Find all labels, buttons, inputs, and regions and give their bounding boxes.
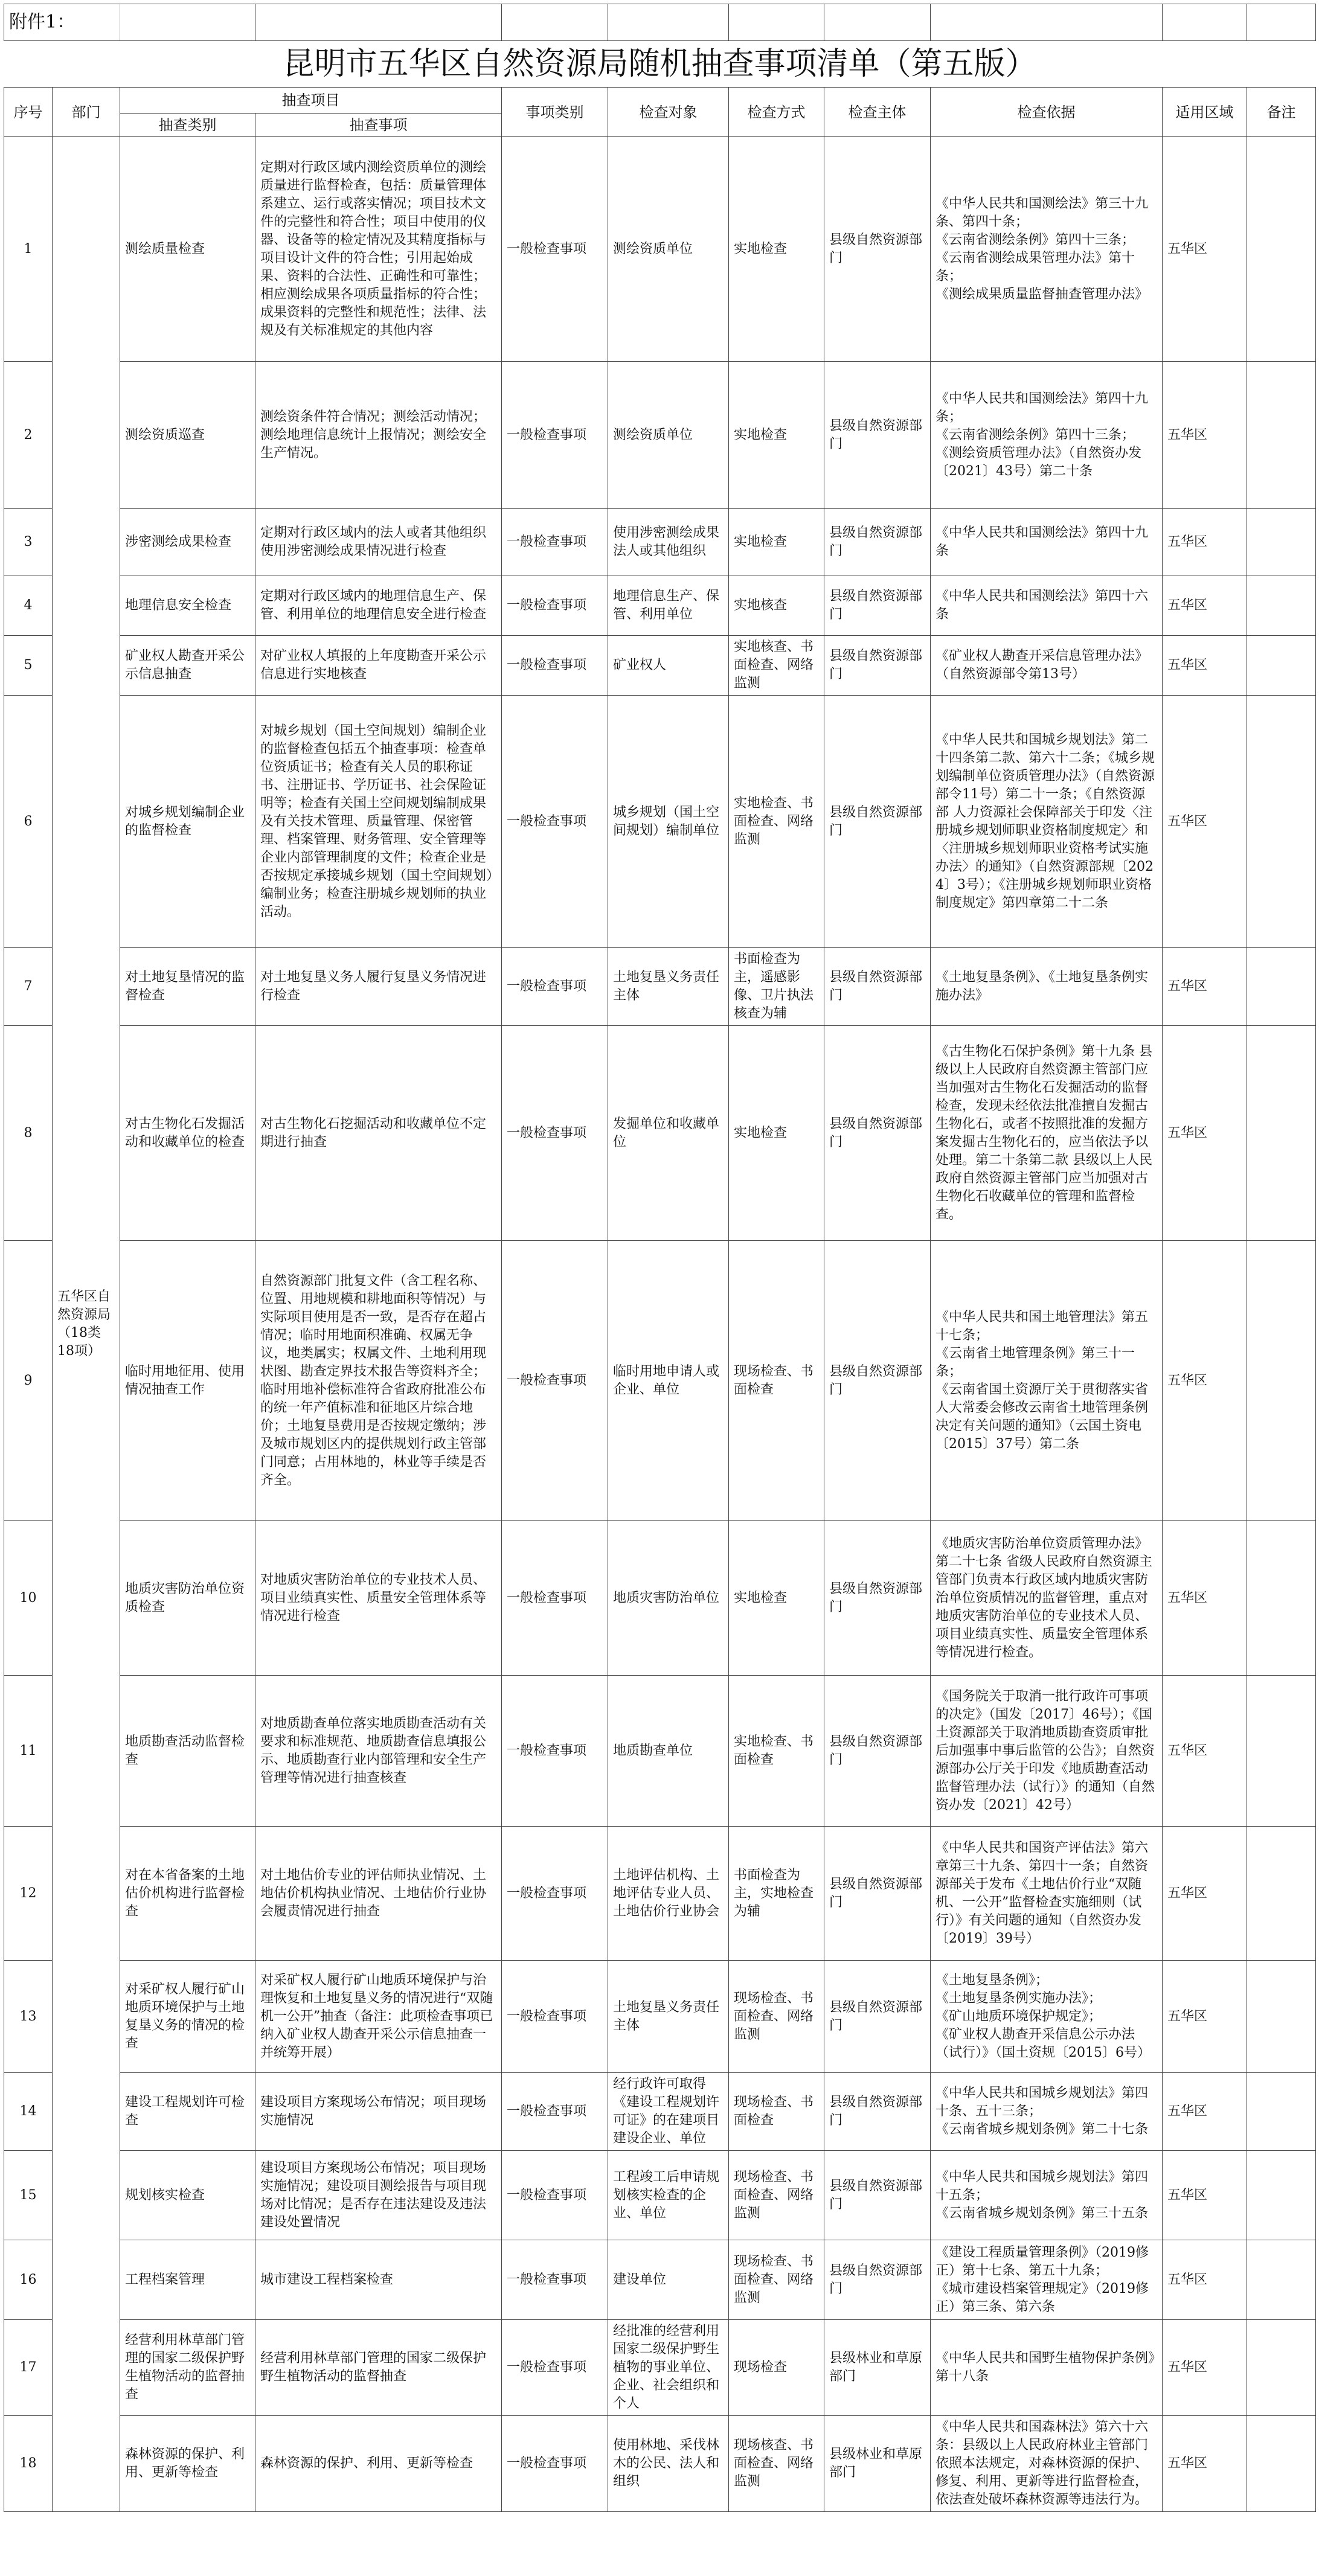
table-cell-region: 五华区 <box>1163 1676 1247 1827</box>
table-cell-remark <box>1247 1241 1316 1521</box>
table-cell-basis: 《地质灾害防治单位资质管理办法》第二十七条 省级人民政府自然资源主管部门负责本行政区域内地质灾害防治单位资质情况的监督管理，重点对地质灾害防治单位的专业技术人员、项目业绩真实性、质量安全管理体系等情况进行检查。 <box>931 1521 1163 1676</box>
table-cell-remark <box>1247 2240 1316 2320</box>
table-cell-seq: 10 <box>4 1521 53 1676</box>
table-cell-category: 对城乡规划编制企业的监督检查 <box>120 696 255 948</box>
table-cell-basis: 《土地复垦条例》； 《土地复垦条例实施办法》； 《矿山地质环境保护规定》； 《矿业权人勘查开采信息公示办法（试行）》（国土资规〔2015〕6号） <box>931 1961 1163 2073</box>
header-seq: 序号 <box>4 88 53 137</box>
table-cell-region: 五华区 <box>1163 636 1247 696</box>
table-cell-type: 一般检查事项 <box>502 137 608 362</box>
table-cell-basis: 《土地复垦条例》、《土地复垦条例实施办法》 <box>931 948 1163 1026</box>
table-cell-region: 五华区 <box>1163 137 1247 362</box>
table-cell-seq: 14 <box>4 2073 53 2151</box>
table-cell-type: 一般检查事项 <box>502 2240 608 2320</box>
table-cell-type: 一般检查事项 <box>502 636 608 696</box>
table-cell-seq: 3 <box>4 509 53 575</box>
table-cell-type: 一般检查事项 <box>502 2320 608 2416</box>
table-row <box>4 948 1316 1026</box>
table-cell-method: 实地检查 <box>729 362 824 509</box>
table-cell-detail: 对地质勘查单位落实地质勘查活动有关要求和标准规范、地质勘查信息填报公示、地质勘查行业内部管理和安全生产管理等情况进行抽查核查 <box>255 1676 502 1827</box>
table-cell-category: 对采矿权人履行矿山地质环境保护与土地复垦义务的情况的检查 <box>120 1961 255 2073</box>
spreadsheet <box>4 4 1315 2512</box>
table-cell-subject: 县级自然资源部门 <box>824 636 931 696</box>
table-cell-category: 对古生物化石发掘活动和收藏单位的检查 <box>120 1026 255 1241</box>
table-cell-type: 一般检查事项 <box>502 2416 608 2512</box>
table-cell-category: 森林资源的保护、利用、更新等检查 <box>120 2416 255 2512</box>
table-cell-region: 五华区 <box>1163 1961 1247 2073</box>
table-cell-seq: 17 <box>4 2320 53 2416</box>
table-cell-basis: 《中华人民共和国资产评估法》第六章第三十九条、第四十一条；自然资源部关于发布《土地估价行业“双随机、一公开”监督检查实施细则（试行）》有关问题的通知（自然资办发〔2019〕39号） <box>931 1827 1163 1961</box>
table-cell-category: 规划核实检查 <box>120 2151 255 2240</box>
table-cell-subject: 县级林业和草原部门 <box>824 2320 931 2416</box>
header-dept: 部门 <box>53 88 120 137</box>
table-row <box>4 2073 1316 2151</box>
table-cell-category: 测绘质量检查 <box>120 137 255 362</box>
table-cell-region: 五华区 <box>1163 362 1247 509</box>
table-cell-seq: 15 <box>4 2151 53 2240</box>
table-cell-method: 实地检查 <box>729 1521 824 1676</box>
table-cell-method: 书面检查为主，遥感影像、卫片执法核查为辅 <box>729 948 824 1026</box>
table-cell-method: 实地检查、书面检查、网络监测 <box>729 696 824 948</box>
table-cell-method: 书面检查为主，实地检查为辅 <box>729 1827 824 1961</box>
table-cell-remark <box>1247 1827 1316 1961</box>
table-cell-detail: 对城乡规划（国土空间规划）编制企业的监督检查包括五个抽查事项：检查单位资质证书；检查有关人员的职称证书、注册证书、学历证书、社会保险证明等；检查有关国土空间规划编制成果及有关技术管理、质量管理、保密管理、档案管理、财务管理、安全管理等企业内部管理制度的文件；检查企业是否按规定承接城乡规划（国土空间规划）编制业务；检查注册城乡规划师的执业活动。 <box>255 696 502 948</box>
table-cell-subject: 县级自然资源部门 <box>824 1026 931 1241</box>
table-cell-basis: 《中华人民共和国测绘法》第三十九条、第四十条； 《云南省测绘条例》第四十三条； 《云南省测绘成果管理办法》第十条； 《测绘成果质量监督抽查管理办法》 <box>931 137 1163 362</box>
table-cell-basis: 《国务院关于取消一批行政许可事项的决定》（国发〔2017〕46号）；《国土资源部关于取消地质勘查资质审批后加强事中事后监管的公告》；自然资源部办公厅关于印发《地质勘查活动监督管理办法（试行）》的通知（自然资办发〔2021〕42号） <box>931 1676 1163 1827</box>
table-cell-seq: 11 <box>4 1676 53 1827</box>
table-cell-seq: 13 <box>4 1961 53 2073</box>
table-cell-type: 一般检查事项 <box>502 509 608 575</box>
table-cell-seq: 9 <box>4 1241 53 1521</box>
table-cell-target: 城乡规划（国土空间规划）编制单位 <box>608 696 729 948</box>
table-cell-type: 一般检查事项 <box>502 1961 608 2073</box>
table-cell-detail: 对采矿权人履行矿山地质环境保护与治理恢复和土地复垦义务的情况进行“双随机一公开”抽查（备注：此项检查事项已纳入矿业权人勘查开采公示信息抽查一并统筹开展） <box>255 1961 502 2073</box>
table-cell-target: 使用涉密测绘成果法人或其他组织 <box>608 509 729 575</box>
table-row <box>4 696 1316 948</box>
table-cell-subject: 县级自然资源部门 <box>824 948 931 1026</box>
table-cell-subject: 县级自然资源部门 <box>824 2240 931 2320</box>
table-cell-remark <box>1247 362 1316 509</box>
table-cell-basis: 《中华人民共和国城乡规划法》第二十四条第二款、第六十二条；《城乡规划编制单位资质管理办法》（自然资源部令11号）第二十一条；《自然资源部 人力资源社会保障部关于印发〈注册城乡规划师职业资格制度规定〉和〈注册城乡规划师职业资格考试实施办法〉的通知》（自然资源部规〔2024〕3号）；《注册城乡规划师职业资格制度规定》第四章第二十二条 <box>931 696 1163 948</box>
table-cell-category: 工程档案管理 <box>120 2240 255 2320</box>
table-cell-remark <box>1247 2151 1316 2240</box>
table-cell-remark <box>1247 509 1316 575</box>
table-cell-region: 五华区 <box>1163 1827 1247 1961</box>
table-cell-method: 实地检查 <box>729 1026 824 1241</box>
table-cell-subject: 县级自然资源部门 <box>824 1961 931 2073</box>
table-cell-method: 现场检查、书面检查 <box>729 1241 824 1521</box>
empty-cell <box>931 4 1163 41</box>
table-cell-type: 一般检查事项 <box>502 1521 608 1676</box>
table-cell-region: 五华区 <box>1163 2416 1247 2512</box>
table-cell-target: 测绘资质单位 <box>608 362 729 509</box>
table-cell-subject: 县级自然资源部门 <box>824 2073 931 2151</box>
table-cell-subject: 县级自然资源部门 <box>824 1827 931 1961</box>
table-cell-seq: 7 <box>4 948 53 1026</box>
table-cell-category: 经营利用林草部门管理的国家二级保护野生植物活动的监督抽查 <box>120 2320 255 2416</box>
table-cell-type: 一般检查事项 <box>502 1026 608 1241</box>
table-cell-department: 五华区自然资源局（18类18项） <box>53 137 120 2512</box>
table-cell-region: 五华区 <box>1163 1241 1247 1521</box>
header-subject: 检查主体 <box>824 88 931 137</box>
table-cell-region: 五华区 <box>1163 696 1247 948</box>
table-cell-subject: 县级自然资源部门 <box>824 575 931 636</box>
header-remark: 备注 <box>1247 88 1316 137</box>
table-cell-detail: 对矿业权人填报的上年度勘查开采公示信息进行实地核查 <box>255 636 502 696</box>
table-cell-seq: 2 <box>4 362 53 509</box>
header-item-detail: 抽查事项 <box>255 114 502 137</box>
table-cell-type: 一般检查事项 <box>502 575 608 636</box>
table-cell-region: 五华区 <box>1163 575 1247 636</box>
table-cell-subject: 县级自然资源部门 <box>824 362 931 509</box>
table-cell-method: 实地检查 <box>729 137 824 362</box>
header-target: 检查对象 <box>608 88 729 137</box>
table-cell-type: 一般检查事项 <box>502 2073 608 2151</box>
table-cell-target: 土地评估机构、土地评估专业人员、土地估价行业协会 <box>608 1827 729 1961</box>
table-cell-remark <box>1247 575 1316 636</box>
table-cell-method: 现场核查、书面检查、网络监测 <box>729 2416 824 2512</box>
table-cell-detail: 经营利用林草部门管理的国家二级保护野生植物活动的监督抽查 <box>255 2320 502 2416</box>
table-cell-type: 一般检查事项 <box>502 1827 608 1961</box>
table-cell-basis: 《中华人民共和国城乡规划法》第四十五条； 《云南省城乡规划条例》第三十五条 <box>931 2151 1163 2240</box>
table-row <box>4 1521 1316 1676</box>
table-cell-category: 地理信息安全检查 <box>120 575 255 636</box>
table-cell-target: 建设单位 <box>608 2240 729 2320</box>
header-region: 适用区域 <box>1163 88 1247 137</box>
table-cell-region: 五华区 <box>1163 1521 1247 1676</box>
table-cell-target: 测绘资质单位 <box>608 137 729 362</box>
empty-cell <box>120 4 255 41</box>
table-cell-target: 土地复垦义务责任主体 <box>608 1961 729 2073</box>
table-cell-category: 对在本省备案的土地估价机构进行监督检查 <box>120 1827 255 1961</box>
table-cell-target: 工程竣工后申请规划核实检查的企业、单位 <box>608 2151 729 2240</box>
table-cell-subject: 县级自然资源部门 <box>824 509 931 575</box>
table-row <box>4 2320 1316 2416</box>
table-cell-subject: 县级自然资源部门 <box>824 1676 931 1827</box>
table-cell-type: 一般检查事项 <box>502 1676 608 1827</box>
table-cell-category: 临时用地征用、使用情况抽查工作 <box>120 1241 255 1521</box>
table-cell-detail: 对地质灾害防治单位的专业技术人员、项目业绩真实性、质量安全管理体系等情况进行检查 <box>255 1521 502 1676</box>
table-cell-method: 现场检查、书面检查、网络监测 <box>729 2151 824 2240</box>
table-cell-basis: 《中华人民共和国森林法》第六十六条：县级以上人民政府林业主管部门依照本法规定，对森林资源的保护、修复、利用、更新等进行监督检查，依法查处破坏森林资源等违法行为。 <box>931 2416 1163 2512</box>
table-cell-region: 五华区 <box>1163 2240 1247 2320</box>
table-row <box>4 362 1316 509</box>
table-cell-type: 一般检查事项 <box>502 362 608 509</box>
table-cell-category: 建设工程规划许可检查 <box>120 2073 255 2151</box>
empty-cell <box>824 4 931 41</box>
table-cell-method: 现场检查、书面检查、网络监测 <box>729 1961 824 2073</box>
table-cell-basis: 《中华人民共和国土地管理法》第五十七条； 《云南省土地管理条例》第三十一条； 《云南省国土资源厅关于贯彻落实省人大常委会修改云南省土地管理条例决定有关问题的通知》（云国土资电〔2015〕37号）第二条 <box>931 1241 1163 1521</box>
table-cell-subject: 县级自然资源部门 <box>824 1241 931 1521</box>
table-cell-target: 临时用地申请人或企业、单位 <box>608 1241 729 1521</box>
table-cell-detail: 自然资源部门批复文件（含工程名称、位置、用地规模和耕地面积等情况）与实际项目使用是否一致，是否存在超占情况；临时用地面积准确、权属无争议，地类属实；权属文件、土地利用现状图、勘查定界技术报告等资料齐全；临时用地补偿标准符合省政府批准公布的统一年产值标准和征地区片综合地价；土地复垦费用是否按规定缴纳；涉及城市规划区内的提供规划行政主管部门同意；占用林地的，林业等手续是否齐全。 <box>255 1241 502 1521</box>
table-cell-target: 经行政许可取得《建设工程规划许可证》的在建项目建设企业、单位 <box>608 2073 729 2151</box>
table-cell-detail: 测绘资条件符合情况；测绘活动情况；测绘地理信息统计上报情况；测绘安全生产情况。 <box>255 362 502 509</box>
table-cell-target: 地质灾害防治单位 <box>608 1521 729 1676</box>
table-cell-method: 实地核查 <box>729 575 824 636</box>
table-row <box>4 1241 1316 1521</box>
header-item-group: 抽查项目 <box>120 88 502 114</box>
table-cell-basis: 《中华人民共和国测绘法》第四十九条 <box>931 509 1163 575</box>
attachment-label: 附件1： <box>4 4 120 41</box>
table-cell-target: 矿业权人 <box>608 636 729 696</box>
table-cell-target: 使用林地、采伐林木的公民、法人和组织 <box>608 2416 729 2512</box>
table-cell-basis: 《中华人民共和国野生植物保护条例》第十八条 <box>931 2320 1163 2416</box>
table-cell-basis: 《中华人民共和国测绘法》第四十六条 <box>931 575 1163 636</box>
table-cell-detail: 定期对行政区域内的地理信息生产、保管、利用单位的地理信息安全进行检查 <box>255 575 502 636</box>
table-cell-seq: 5 <box>4 636 53 696</box>
table-cell-region: 五华区 <box>1163 1026 1247 1241</box>
table-cell-type: 一般检查事项 <box>502 696 608 948</box>
table-cell-seq: 1 <box>4 137 53 362</box>
table-cell-detail: 对古生物化石挖掘活动和收藏单位不定期进行抽查 <box>255 1026 502 1241</box>
table-cell-remark <box>1247 636 1316 696</box>
table-cell-detail: 城市建设工程档案检查 <box>255 2240 502 2320</box>
table-cell-detail: 定期对行政区域内测绘资质单位的测绘质量进行监督检查，包括：质量管理体系建立、运行或落实情况；项目技术文件的完整性和符合性；项目中使用的仪器、设备等的检定情况及其精度指标与项目设计文件的符合性；引用起始成果、资料的合法性、正确性和可靠性；相应测绘成果各项质量指标的符合性；成果资料的完整性和规范性；法律、法规及有关标准规定的其他内容 <box>255 137 502 362</box>
table-cell-target: 地质勘查单位 <box>608 1676 729 1827</box>
table-cell-category: 地质勘查活动监督检查 <box>120 1676 255 1827</box>
table-cell-region: 五华区 <box>1163 2320 1247 2416</box>
table-row <box>4 509 1316 575</box>
header-basis: 检查依据 <box>931 88 1163 137</box>
table-row <box>4 2240 1316 2320</box>
table-row <box>4 636 1316 696</box>
table-cell-method: 实地检查 <box>729 509 824 575</box>
table-cell-category: 涉密测绘成果检查 <box>120 509 255 575</box>
table-cell-region: 五华区 <box>1163 509 1247 575</box>
table-cell-subject: 县级自然资源部门 <box>824 2151 931 2240</box>
table-cell-type: 一般检查事项 <box>502 948 608 1026</box>
table-row <box>4 1961 1316 2073</box>
table-cell-detail: 对土地估价专业的评估师执业情况、土地估价机构执业情况、土地估价行业协会履责情况进行抽查 <box>255 1827 502 1961</box>
empty-cell <box>255 4 502 41</box>
empty-cell <box>1163 4 1247 41</box>
table-cell-detail: 建设项目方案现场公布情况；项目现场实施情况；建设项目测绘报告与项目现场对比情况；是否存在违法建设及违法建设处置情况 <box>255 2151 502 2240</box>
table-cell-remark <box>1247 1521 1316 1676</box>
table-cell-target: 土地复垦义务责任主体 <box>608 948 729 1026</box>
table-cell-category: 对土地复垦情况的监督检查 <box>120 948 255 1026</box>
table-cell-detail: 森林资源的保护、利用、更新等检查 <box>255 2416 502 2512</box>
table-cell-category: 矿业权人勘查开采公示信息抽查 <box>120 636 255 696</box>
table-cell-basis: 《古生物化石保护条例》第十九条 县级以上人民政府自然资源主管部门应当加强对古生物化石发掘活动的监督检查，发现未经依法批准擅自发掘古生物化石，或者不按照批准的发掘方案发掘古生物化石的，应当依法予以处理。第二十条第二款 县级以上人民政府自然资源主管部门应当加强对古生物化石收藏单位的管理和监督检查。 <box>931 1026 1163 1241</box>
table-cell-category: 测绘资质巡查 <box>120 362 255 509</box>
table-cell-detail: 对土地复垦义务人履行复垦义务情况进行检查 <box>255 948 502 1026</box>
table-cell-remark <box>1247 2073 1316 2151</box>
table-cell-remark <box>1247 1961 1316 2073</box>
table-row <box>4 575 1316 636</box>
table-cell-target: 地理信息生产、保管、利用单位 <box>608 575 729 636</box>
table-row <box>4 1827 1316 1961</box>
header-item-type: 事项类别 <box>502 88 608 137</box>
table-cell-basis: 《中华人民共和国城乡规划法》第四十条、五十三条； 《云南省城乡规划条例》第二十七条 <box>931 2073 1163 2151</box>
table-row <box>4 2416 1316 2512</box>
table-cell-target: 经批准的经营利用国家二级保护野生植物的事业单位、企业、社会组织和个人 <box>608 2320 729 2416</box>
table-cell-remark <box>1247 137 1316 362</box>
header-item-category: 抽查类别 <box>120 114 255 137</box>
table-cell-subject: 县级林业和草原部门 <box>824 2416 931 2512</box>
table-cell-type: 一般检查事项 <box>502 1241 608 1521</box>
table-cell-seq: 12 <box>4 1827 53 1961</box>
table-row <box>4 137 1316 362</box>
table-cell-seq: 8 <box>4 1026 53 1241</box>
table-cell-basis: 《中华人民共和国测绘法》第四十九条； 《云南省测绘条例》第四十三条； 《测绘资质管理办法》（自然资办发〔2021〕43号）第二十条 <box>931 362 1163 509</box>
table-cell-method: 现场检查、书面检查 <box>729 2073 824 2151</box>
table-cell-method: 现场检查、书面检查、网络监测 <box>729 2240 824 2320</box>
table-cell-seq: 6 <box>4 696 53 948</box>
table-cell-remark <box>1247 696 1316 948</box>
page-title: 昆明市五华区自然资源局随机抽查事项清单（第五版） <box>4 41 1316 88</box>
table-row <box>4 1676 1316 1827</box>
table-cell-seq: 16 <box>4 2240 53 2320</box>
table-cell-subject: 县级自然资源部门 <box>824 1521 931 1676</box>
table-cell-region: 五华区 <box>1163 2151 1247 2240</box>
inspection-table <box>4 4 1316 2512</box>
empty-cell <box>1247 4 1316 41</box>
table-cell-remark <box>1247 1676 1316 1827</box>
table-cell-remark <box>1247 948 1316 1026</box>
table-cell-method: 现场检查 <box>729 2320 824 2416</box>
table-cell-basis: 《建设工程质量管理条例》（2019修正）第十七条、第五十九条； 《城市建设档案管理规定》（2019修正）第三条、第六条 <box>931 2240 1163 2320</box>
table-cell-category: 地质灾害防治单位资质检查 <box>120 1521 255 1676</box>
table-cell-type: 一般检查事项 <box>502 2151 608 2240</box>
empty-cell <box>729 4 824 41</box>
table-cell-remark <box>1247 2320 1316 2416</box>
table-cell-remark <box>1247 2416 1316 2512</box>
table-cell-detail: 定期对行政区域内的法人或者其他组织使用涉密测绘成果情况进行检查 <box>255 509 502 575</box>
table-row <box>4 2151 1316 2240</box>
table-cell-target: 发掘单位和收藏单位 <box>608 1026 729 1241</box>
table-cell-basis: 《矿业权人勘查开采信息管理办法》（自然资源部令第13号） <box>931 636 1163 696</box>
table-row <box>4 1026 1316 1241</box>
table-cell-detail: 建设项目方案现场公布情况；项目现场实施情况 <box>255 2073 502 2151</box>
table-cell-subject: 县级自然资源部门 <box>824 137 931 362</box>
table-cell-seq: 4 <box>4 575 53 636</box>
table-cell-remark <box>1247 1026 1316 1241</box>
table-cell-method: 实地核查、书面检查、网络监测 <box>729 636 824 696</box>
table-cell-subject: 县级自然资源部门 <box>824 696 931 948</box>
table-cell-region: 五华区 <box>1163 2073 1247 2151</box>
table-cell-region: 五华区 <box>1163 948 1247 1026</box>
table-cell-method: 实地检查、书面检查 <box>729 1676 824 1827</box>
empty-cell <box>608 4 729 41</box>
table-cell-seq: 18 <box>4 2416 53 2512</box>
header-method: 检查方式 <box>729 88 824 137</box>
empty-cell <box>502 4 608 41</box>
